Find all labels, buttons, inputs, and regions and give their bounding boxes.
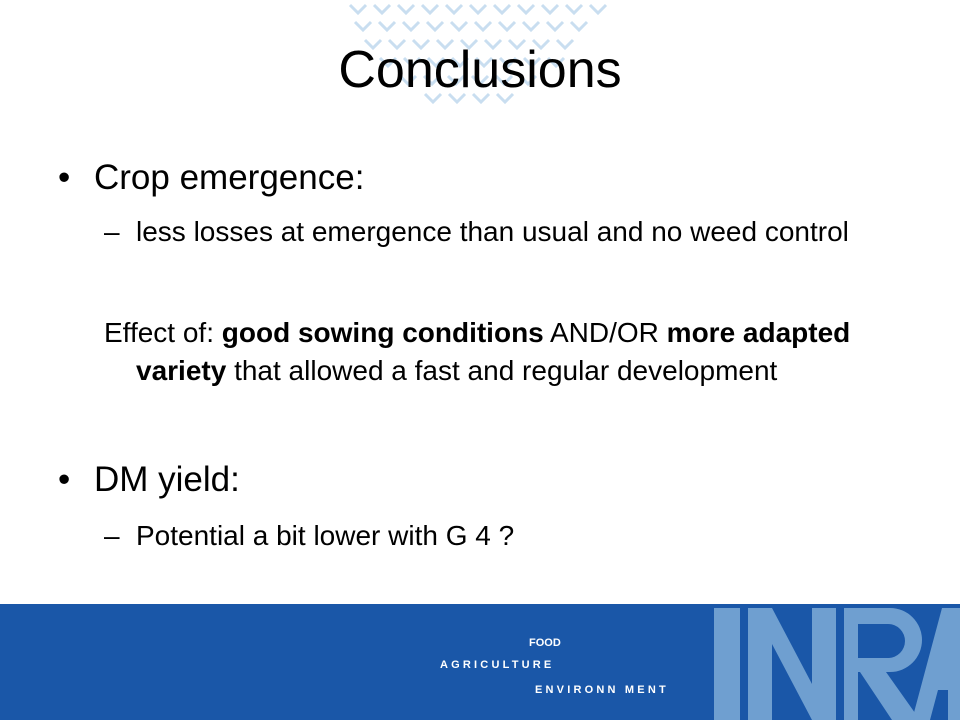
bullet-dm-yield <box>58 460 240 500</box>
inra-logo <box>712 604 960 720</box>
sub-item-losses <box>104 213 894 251</box>
dash-marker: – <box>104 520 120 551</box>
effect-tail: that allowed a fast and regular development <box>226 355 778 386</box>
sub-item-potential <box>104 517 894 555</box>
effect-paragraph <box>104 314 894 390</box>
slide-title: Conclusions <box>338 41 622 99</box>
bullet-heading: DM yield: <box>94 460 240 499</box>
effect-bold-sowing: good sowing conditions <box>221 317 544 348</box>
bullet-heading: Crop emergence: <box>94 158 365 197</box>
tagline-agriculture: AGRICULTURE <box>440 659 555 671</box>
bullet-dot: • <box>58 460 71 499</box>
dash-marker: – <box>104 216 120 247</box>
tagline-environment: ENVIRONN MENT <box>535 684 669 696</box>
bullet-crop-emergence <box>58 158 364 198</box>
effect-middle: AND/OR <box>543 317 667 348</box>
bullet-dot: • <box>58 158 71 197</box>
sub-item-text: Potential a bit lower with G 4 ? <box>136 520 515 551</box>
sub-item-text: less losses at emergence than usual and no weed control <box>136 216 849 247</box>
effect-bold-variety: more adapted variety <box>136 317 851 386</box>
effect-lead: Effect of: <box>104 317 222 348</box>
footer-band <box>0 604 960 720</box>
tagline-food: FOOD <box>529 637 561 649</box>
